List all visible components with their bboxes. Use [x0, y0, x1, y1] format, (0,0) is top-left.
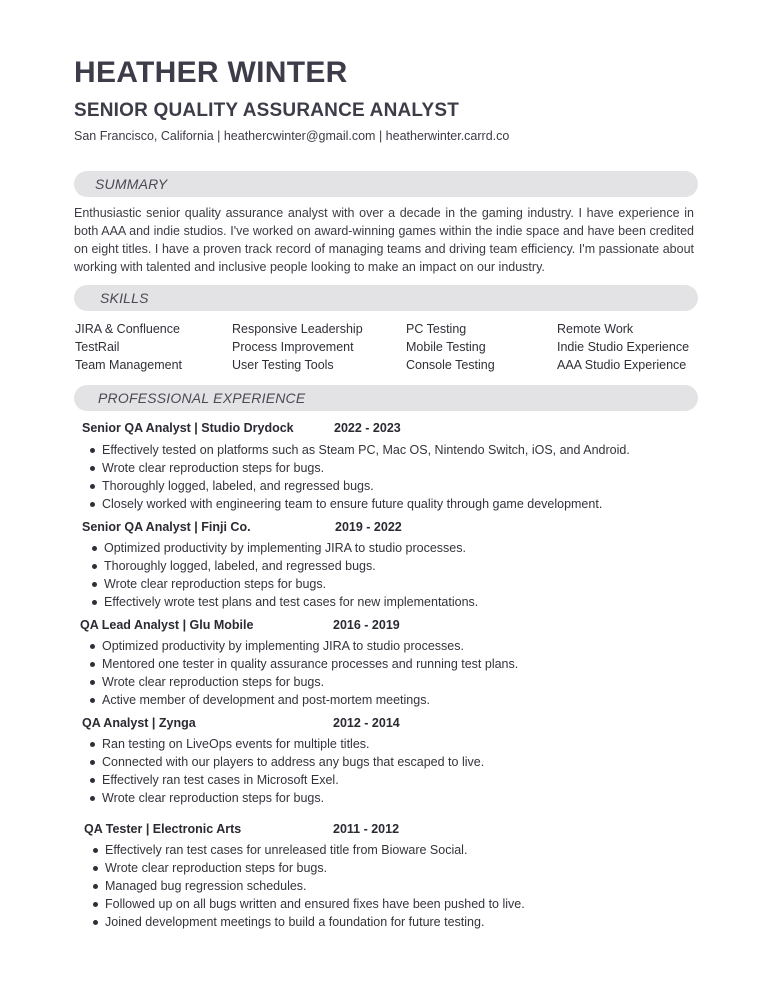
list-item: Ran testing on LiveOps events for multiple titles. [88, 735, 484, 753]
contact-line: San Francisco, California | heathercwinter@gmail.com | heatherwinter.carrd.co [74, 129, 510, 143]
job-bullet-list [90, 539, 478, 611]
job-dates: 2012 - 2014 [333, 716, 400, 730]
skills-column [75, 320, 182, 374]
job-heading: QA Tester | Electronic Arts [84, 822, 242, 836]
skill-item: Responsive Leadership [232, 322, 363, 336]
list-item: Active member of development and post-mortem meetings. [88, 691, 518, 709]
skill-item: Process Improvement [232, 340, 354, 354]
skill-item: Team Management [75, 358, 183, 372]
job-heading: QA Lead Analyst | Glu Mobile [80, 618, 254, 632]
experience-section-bar [74, 385, 698, 411]
list-item: Wrote clear reproduction steps for bugs. [90, 575, 478, 593]
skill-item: User Testing Tools [232, 358, 334, 372]
skills-column [232, 320, 363, 374]
list-item: Closely worked with engineering team to ensure future quality through game development. [88, 495, 630, 513]
list-item: Thoroughly logged, labeled, and regressed bugs. [88, 477, 630, 495]
skill-item: AAA Studio Experience [557, 358, 687, 372]
job-heading: QA Analyst | Zynga [82, 716, 196, 730]
summary-heading: SUMMARY [95, 176, 168, 192]
job-bullet-list [91, 841, 525, 931]
job-heading: Senior QA Analyst | Studio Drydock [82, 421, 294, 435]
list-item: Wrote clear reproduction steps for bugs. [91, 859, 525, 877]
list-item: Wrote clear reproduction steps for bugs. [88, 673, 518, 691]
skill-item: Indie Studio Experience [557, 340, 690, 354]
skills-section-bar [74, 285, 698, 311]
job-dates: 2016 - 2019 [333, 618, 400, 632]
job-dates: 2019 - 2022 [335, 520, 402, 534]
list-item: Optimized productivity by implementing JIRA to studio processes. [88, 637, 518, 655]
job-heading: Senior QA Analyst | Finji Co. [82, 520, 251, 534]
list-item: Wrote clear reproduction steps for bugs. [88, 789, 484, 807]
job-dates: 2011 - 2012 [333, 822, 400, 836]
job-bullet-list [88, 637, 518, 709]
list-item: Joined development meetings to build a foundation for future testing. [91, 913, 525, 931]
job-bullet-list [88, 441, 630, 513]
skills-column [406, 320, 495, 374]
skills-column [557, 320, 689, 374]
skill-item: Mobile Testing [406, 340, 486, 354]
candidate-name: HEATHER WINTER [74, 56, 348, 89]
list-item: Managed bug regression schedules. [91, 877, 525, 895]
job-title: SENIOR QUALITY ASSURANCE ANALYST [74, 100, 460, 121]
job-dates: 2022 - 2023 [334, 421, 401, 435]
skill-item: TestRail [75, 340, 120, 354]
skill-item: Remote Work [557, 322, 634, 336]
summary-section-bar [74, 171, 698, 197]
list-item: Effectively wrote test plans and test cases for new implementations. [90, 593, 478, 611]
list-item: Mentored one tester in quality assurance processes and running test plans. [88, 655, 518, 673]
skill-item: PC Testing [406, 322, 467, 336]
list-item: Effectively tested on platforms such as Steam PC, Mac OS, Nintendo Switch, iOS, and Android. [88, 441, 630, 459]
skill-item: JIRA & Confluence [75, 322, 180, 336]
list-item: Effectively ran test cases for unreleased title from Bioware Social. [91, 841, 525, 859]
list-item: Thoroughly logged, labeled, and regressed bugs. [90, 557, 478, 575]
skills-heading: SKILLS [100, 290, 149, 306]
summary-text: Enthusiastic senior quality assurance analyst with over a decade in the gaming industry. I have experience in both AAA and indie studios. I've worked on award-winning games within the indie space and have been credited on eight titles. I have a proven track record of managing teams and driving team efficiency. I'm passionate about working with talented and inclusive people looking to make an impact on our industry. [74, 206, 694, 274]
job-bullet-list [88, 735, 484, 807]
experience-heading: PROFESSIONAL EXPERIENCE [98, 390, 306, 406]
list-item: Wrote clear reproduction steps for bugs. [88, 459, 630, 477]
list-item: Effectively ran test cases in Microsoft Exel. [88, 771, 484, 789]
list-item: Optimized productivity by implementing JIRA to studio processes. [90, 539, 478, 557]
list-item: Followed up on all bugs written and ensured fixes have been pushed to live. [91, 895, 525, 913]
skill-item: Console Testing [406, 358, 495, 372]
list-item: Connected with our players to address any bugs that escaped to live. [88, 753, 484, 771]
